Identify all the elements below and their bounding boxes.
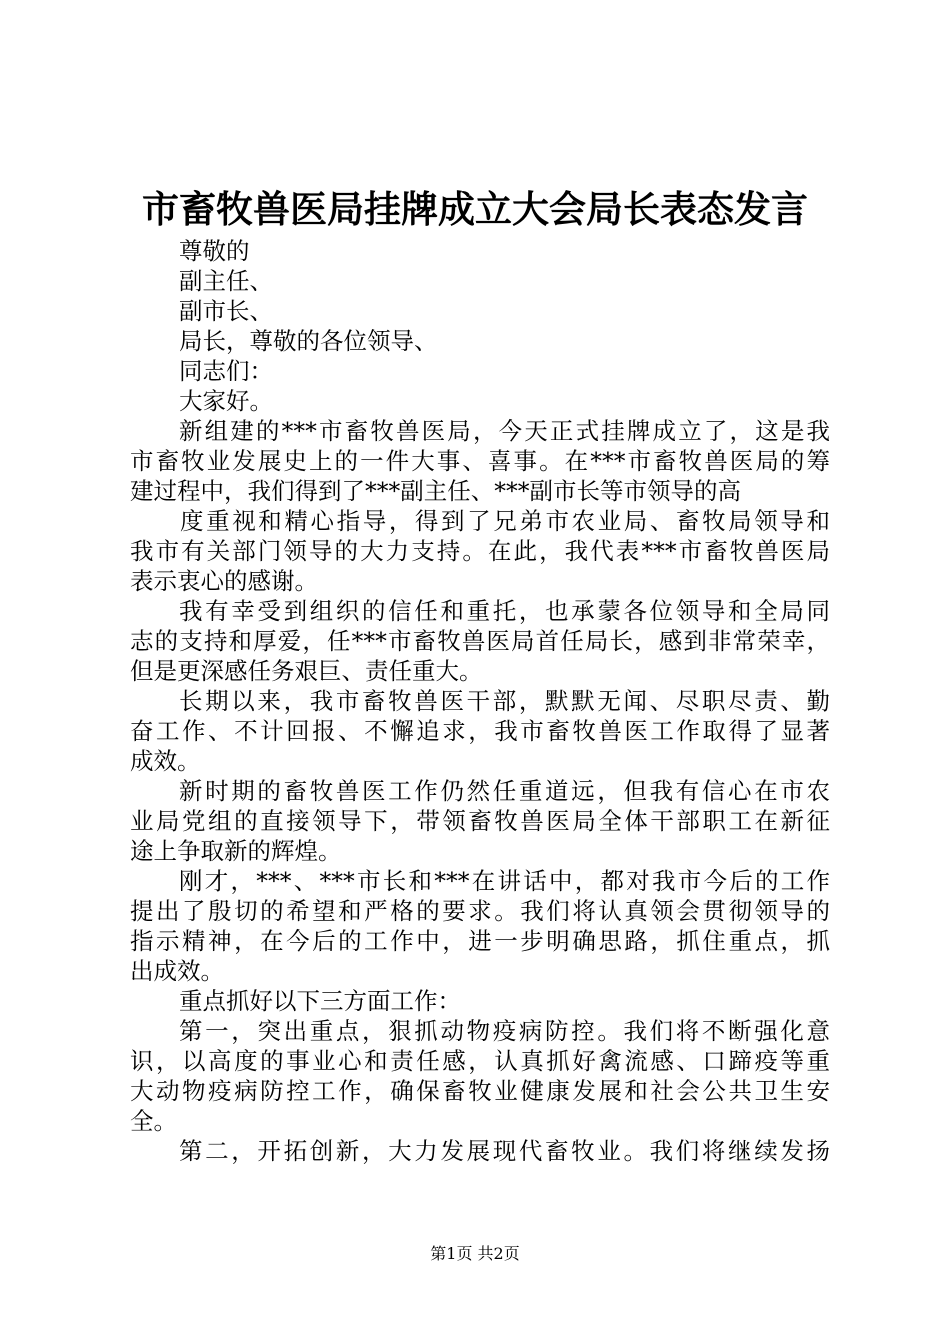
- paragraph-line: 识，以高度的事业心和责任感，认真抓好禽流感、口蹄疫等重: [130, 1047, 830, 1075]
- salutation-line: 尊敬的: [179, 237, 250, 265]
- paragraph-line: 新组建的***市畜牧兽医局，今天正式挂牌成立了，这是我: [179, 417, 830, 445]
- document-body: [130, 236, 830, 1166]
- paragraph-line: 刚才，***、***市长和***在讲话中，都对我市今后的工作: [179, 867, 830, 895]
- paragraph-line: 全。: [130, 1107, 177, 1135]
- salutation-line: 局长，尊敬的各位领导、: [179, 327, 438, 355]
- greeting-line: 大家好。: [179, 387, 273, 415]
- salutation-line: 副市长、: [179, 297, 273, 325]
- paragraph-line: 度重视和精心指导，得到了兄弟市农业局、畜牧局领导和: [180, 507, 830, 535]
- salutation-line: 副主任、: [179, 267, 273, 295]
- document-title: 市畜牧兽医局挂牌成立大会局长表态发言: [142, 187, 808, 231]
- paragraph-line: 志的支持和厚爱，任***市畜牧兽医局首任局长，感到非常荣幸，: [130, 627, 830, 655]
- paragraph-line: 出成效。: [130, 957, 224, 985]
- paragraph-line: 建过程中，我们得到了***副主任、***副市长等市领导的高: [130, 477, 741, 505]
- paragraph-line: 我市有关部门领导的大力支持。在此，我代表***市畜牧兽医局: [130, 537, 830, 565]
- paragraph-line: 我有幸受到组织的信任和重托，也承蒙各位领导和全局同: [179, 597, 830, 625]
- salutation-line: 同志们：: [179, 357, 273, 385]
- paragraph-line: 指示精神，在今后的工作中，进一步明确思路，抓住重点，抓: [130, 927, 830, 955]
- paragraph-line: 重点抓好以下三方面工作：: [179, 987, 461, 1015]
- paragraph-line: 提出了殷切的希望和严格的要求。我们将认真领会贯彻领导的: [130, 897, 830, 925]
- page-number: 第1页 共2页: [430, 1244, 520, 1263]
- paragraph-line: 成效。: [130, 747, 201, 775]
- paragraph-line: 第二，开拓创新，大力发展现代畜牧业。我们将继续发扬: [179, 1137, 830, 1165]
- paragraph-line: 但是更深感任务艰巨、责任重大。: [130, 657, 483, 685]
- paragraph-line: 长期以来，我市畜牧兽医干部，默默无闻、尽职尽责、勤: [179, 687, 830, 715]
- paragraph-line: 市畜牧业发展史上的一件大事、喜事。在***市畜牧兽医局的筹: [130, 447, 830, 475]
- paragraph-line: 奋工作、不计回报、不懈追求，我市畜牧兽医工作取得了显著: [130, 717, 830, 745]
- paragraph-line: 第一，突出重点，狠抓动物疫病防控。我们将不断强化意: [179, 1017, 830, 1045]
- paragraph-line: 新时期的畜牧兽医工作仍然任重道远，但我有信心在市农: [179, 777, 830, 805]
- paragraph-line: 大动物疫病防控工作，确保畜牧业健康发展和社会公共卫生安: [130, 1077, 830, 1105]
- paragraph-line: 途上争取新的辉煌。: [130, 837, 342, 865]
- paragraph-line: 表示衷心的感谢。: [130, 567, 318, 595]
- paragraph-line: 业局党组的直接领导下，带领畜牧兽医局全体干部职工在新征: [130, 807, 830, 835]
